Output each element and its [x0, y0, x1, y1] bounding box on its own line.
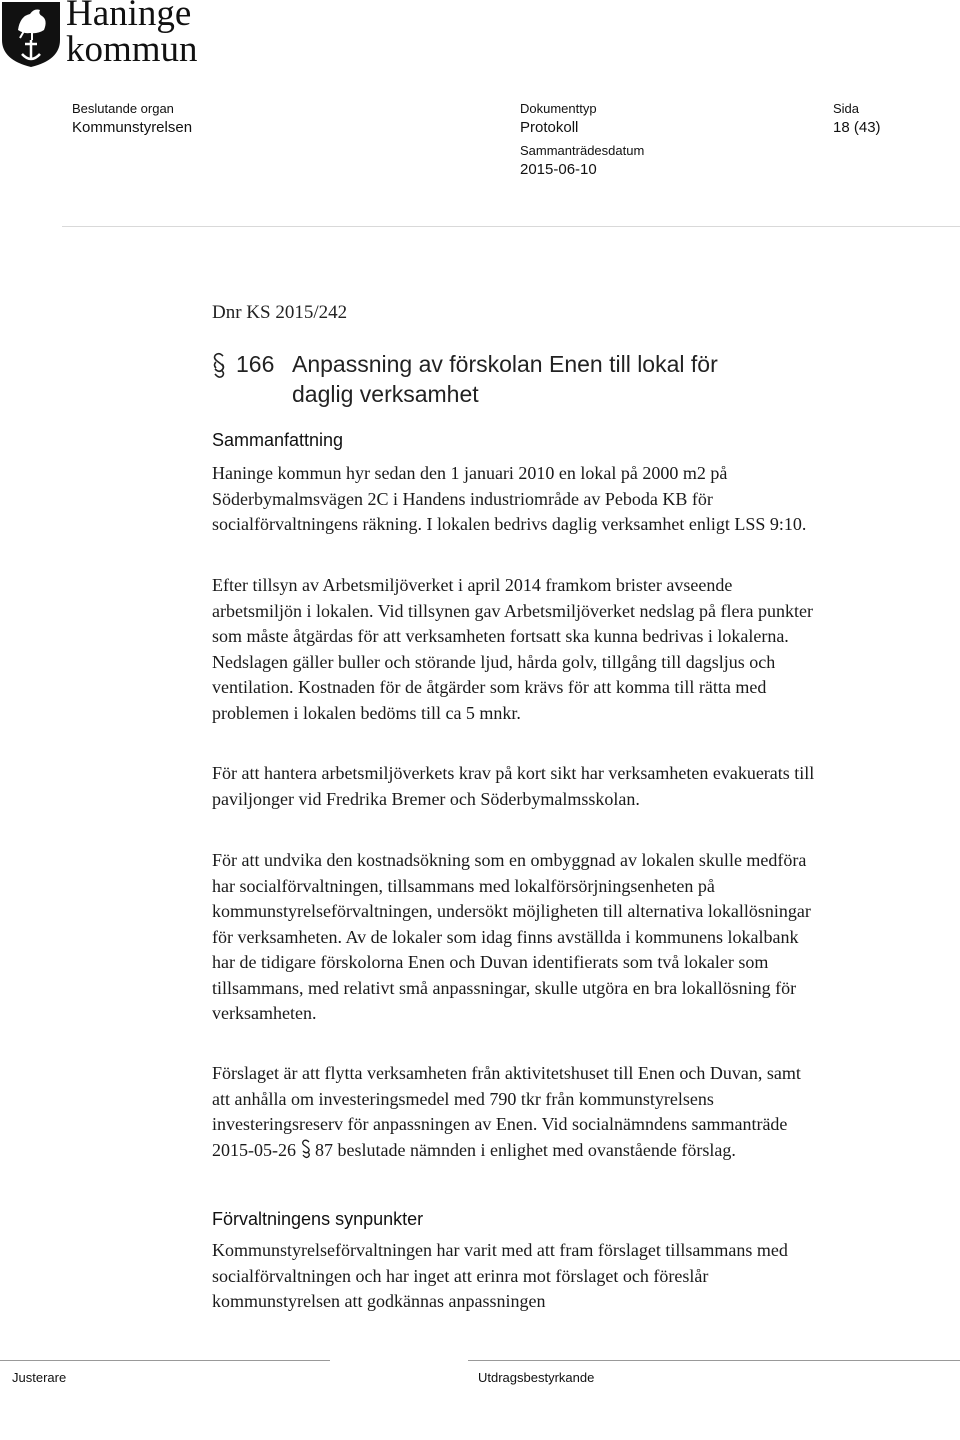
- title-line-2: daglig verksamhet: [292, 381, 479, 407]
- paragraph-3: [212, 761, 822, 812]
- summary-heading: Sammanfattning: [212, 430, 344, 450]
- date-value: 2015-06-10: [520, 161, 597, 178]
- header-doctype: [520, 102, 597, 136]
- organ-value: Kommunstyrelsen: [72, 119, 193, 136]
- logo-line-2: kommun: [66, 29, 198, 70]
- paragraph-sign-icon: [301, 1139, 311, 1159]
- paragraph-4-text: För att undvika den kostnadsökning som en ombyggnad av lokalen skulle medföra har socialförvaltningen, tillsammans med lokalförsörjningsenheten på kommunstyrelseförvaltningen, undersökt möjligheten till alternativa lokallösningar för verksamheten. Av de lokaler som idag finns avställda i kommunens lokalbank har de tidigare förskolorna Enen och Duvan identifierats som två lokaler som tillsammans, med relativt små anpassningar, skulle utgöra en bra lokallösning för verksamheten.: [212, 850, 811, 1023]
- summary-paragraph: [212, 461, 822, 538]
- doctype-label: Dokumenttyp: [520, 101, 597, 116]
- paragraph-5-text: [212, 1061, 822, 1163]
- paragraph-2: [212, 573, 822, 726]
- footer-rule-right: [468, 1360, 960, 1361]
- header-divider: [62, 226, 960, 227]
- views-heading: Förvaltningens synpunkter: [212, 1209, 424, 1229]
- paragraph-4: [212, 848, 822, 1027]
- header-page: [833, 102, 881, 136]
- section-number: 166: [236, 351, 275, 377]
- paragraph-5-before: Förslaget är att flytta verksamheten från aktivitetshuset till Enen och Duvan, samt att anhålla om investeringsmedel med 790 tkr från kommunstyrelsens investeringsreserv för anpassningen av Enen. Vid socialnämndens sammanträde 2015-05-26: [212, 1063, 801, 1160]
- paragraph-sign-icon: [212, 352, 226, 380]
- title-line-1: Anpassning av förskolan Enen till lokal för: [292, 351, 718, 377]
- haninge-kommun-logo: [0, 0, 230, 70]
- paragraph-6-text: Kommunstyrelseförvaltningen har varit med att fram förslaget tillsammans med socialförvaltningen och har inget att erinra mot förslaget och föreslår kommunstyrelsen att godkännas anpassningen: [212, 1240, 788, 1311]
- page-value: 18 (43): [833, 119, 881, 136]
- header-organ: [72, 102, 192, 136]
- organ-label: Beslutande organ: [72, 101, 174, 116]
- paragraph-5-after: 87 beslutade nämnden i enlighet med ovanstående förslag.: [315, 1139, 736, 1160]
- doctype-value: Protokoll: [520, 119, 579, 136]
- summary-text: Haninge kommun hyr sedan den 1 januari 2010 en lokal på 2000 m2 på Söderbymalmsvägen 2C i Handens industriområde av Peboda KB för socialförvaltningens räkning. I lokalen bedrivs daglig verksamhet enligt LSS 9:10.: [212, 463, 807, 534]
- justerare-label: Justerare: [12, 1370, 67, 1385]
- paragraph-3-text: För att hantera arbetsmiljöverkets krav på kort sikt har verksamheten evakuerats till paviljonger vid Fredrika Bremer och Söderbymalmsskolan.: [212, 763, 815, 809]
- date-label: Sammanträdesdatum: [520, 143, 645, 158]
- footer-rule-left: [0, 1360, 330, 1361]
- logo-line-1: Haninge: [66, 0, 192, 34]
- utdragsbestyrkande-label: Utdragsbestyrkande: [478, 1370, 595, 1385]
- page-label: Sida: [833, 101, 860, 116]
- diary-number: Dnr KS 2015/242: [212, 302, 348, 323]
- paragraph-5: [212, 1061, 822, 1163]
- header-date: [520, 144, 644, 178]
- paragraph-2-text: Efter tillsyn av Arbetsmiljöverket i april 2014 framkom brister avseende arbetsmiljön i lokalen. Vid tillsynen gav Arbetsmiljöverket nedslag på flera punkter som måste åtgärdas för att verksamheten fortsatt ska kunna bedrivas i lokalerna. Nedslagen gäller buller och störande ljud, hårda golv, tillgång till dagsljus och ventilation. Kostnaden för de åtgärder som krävs för att komma till rätta med problemen i lokalen bedöms till ca 5 mnkr.: [212, 575, 813, 723]
- coat-of-arms-icon: [0, 0, 62, 68]
- paragraph-6: [212, 1238, 822, 1315]
